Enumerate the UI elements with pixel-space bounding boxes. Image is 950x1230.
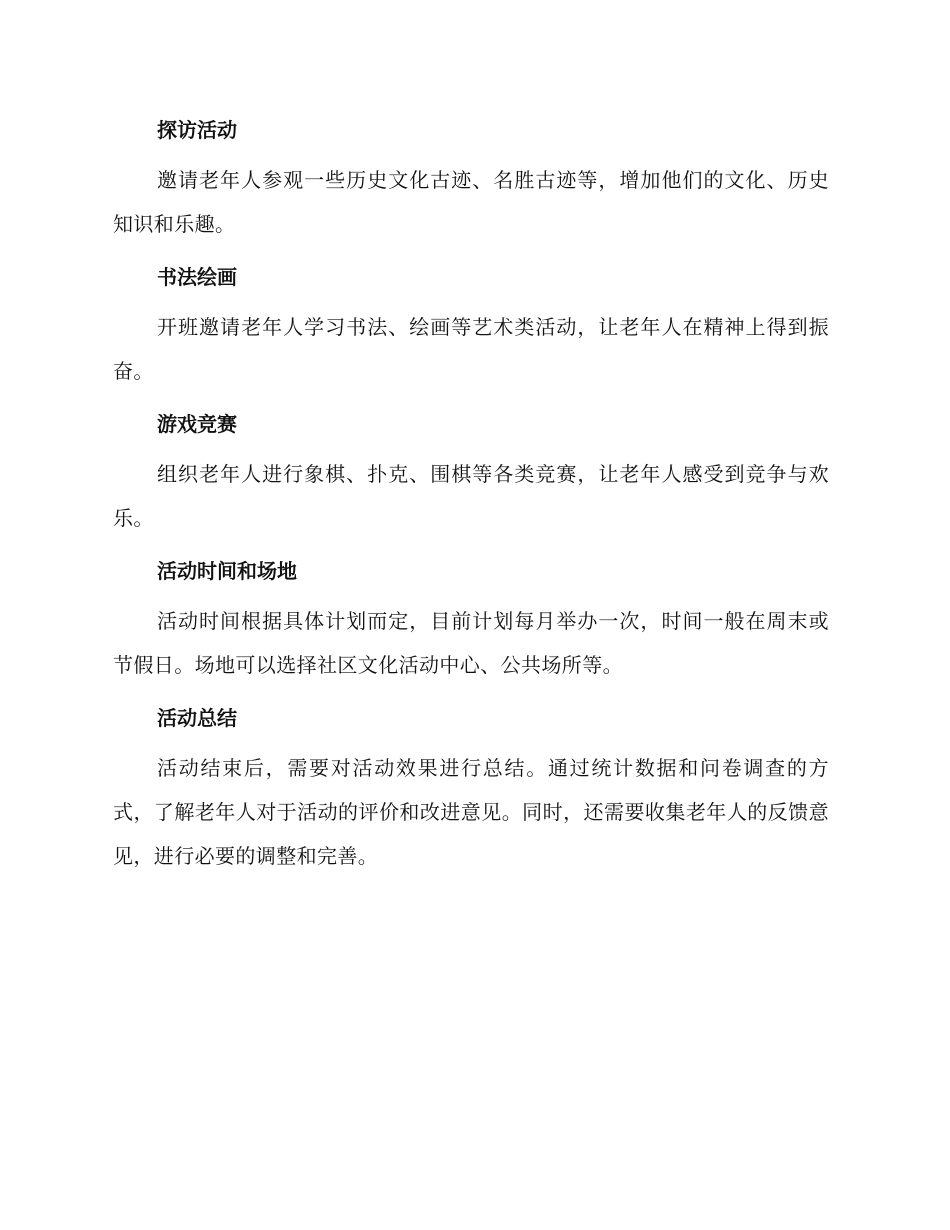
- section-games-competition: [113, 406, 829, 540]
- section-calligraphy-painting: [113, 259, 829, 393]
- section-heading: 活动总结: [157, 706, 237, 730]
- section-heading: 探访活动: [157, 118, 237, 142]
- section-paragraph: 活动时间根据具体计划而定，目前计划每月举办一次，时间一般在周末或节假日。场地可以选择社区文化活动中心、公共场所等。: [113, 609, 829, 677]
- section-summary: [113, 700, 829, 878]
- document-page: [113, 112, 829, 891]
- section-heading: 书法绘画: [157, 265, 237, 289]
- section-heading: 活动时间和场地: [157, 559, 297, 583]
- section-paragraph: 组织老年人进行象棋、扑克、围棋等各类竞赛，让老年人感受到竞争与欢乐。: [113, 462, 829, 530]
- section-time-venue: [113, 553, 829, 687]
- section-heading: 游戏竞赛: [157, 412, 237, 436]
- section-paragraph: 活动结束后，需要对活动效果进行总结。通过统计数据和问卷调查的方式，了解老年人对于活动的评价和改进意见。同时，还需要收集老年人的反馈意见，进行必要的调整和完善。: [113, 756, 829, 868]
- section-visit-activities: [113, 112, 829, 246]
- section-paragraph: 开班邀请老年人学习书法、绘画等艺术类活动，让老年人在精神上得到振奋。: [113, 315, 829, 383]
- section-paragraph: 邀请老年人参观一些历史文化古迹、名胜古迹等，增加他们的文化、历史知识和乐趣。: [113, 168, 829, 236]
